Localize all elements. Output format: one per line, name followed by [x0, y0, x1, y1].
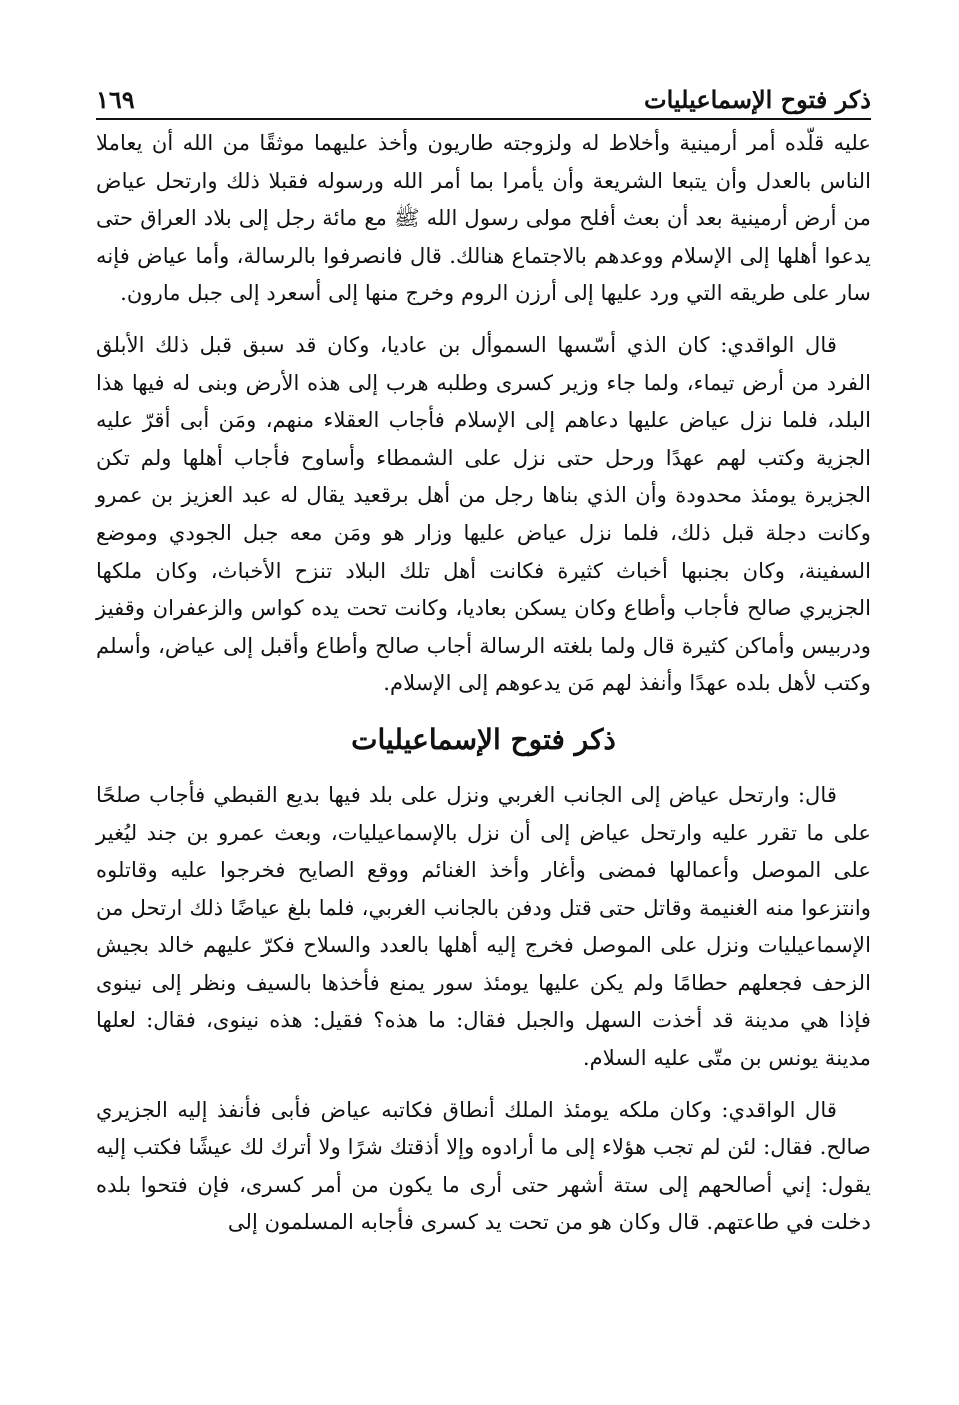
section-heading: ذكر فتوح الإسماعيليات	[351, 722, 616, 756]
paragraph: قال الواقدي: كان الذي أسّسها السموأل بن عاديا، وكان قد سبق قبل ذلك الأبلق الفرد من أرض تيماء، ولما جاء وزير كسرى وطلبه هرب إلى هذه الأرض وبنى له فيها هذا البلد، فلما نزل عياض عليها دعاهم إلى الإسلام فأجاب العقلاء منهم، ومَن أبى أقرّ عليه الجزية وكتب لهم عهدًا ورحل حتى نزل على الشمطاء وأساوح فأجاب أهلها ولم تكن الجزيرة يومئذ محدودة وأن الذي بناها رجل من أهل برقعيد يقال له عبد العزيز بن عمرو وكانت دجلة قبل ذلك، فلما نزل عياض عليها وزار هو ومَن معه جبل الجودي وموضع السفينة، وكان بجنبها أخباث كثيرة فكانت أهل تلك البلاد تنزح الأخباث، وكان ملكها الجزيري صالح فأجاب وأطاع وكان يسكن بعاديا، وكانت تحت يده كواس والزعفران وقفيز ودربيس وأماكن كثيرة قال ولما بلغته الرسالة أجاب صالح وأطاع وأقبل إلى عياض، وأسلم وكتب لأهل بلده عهدًا وأنفذ لهم مَن يدعوهم إلى الإسلام.	[96, 331, 871, 696]
paragraph: قال الواقدي: وكان ملكه يومئذ الملك أنطاق فكاتبه عياض فأبى فأنفذ إليه الجزيري صالح. فقال: لئن لم تجب هؤلاء إلى ما أرادوه وإلا أذقتك شرًا ولا أترك لك عيشًا فكتب إليه يقول: إني أصالحهم إلى ستة أشهر حتى أرى ما يكون من أمر كسرى، فإن فتحوا بلده دخلت في طاعتهم. قال وكان هو من تحت يد كسرى فأجابه المسلمون إلى	[96, 1096, 871, 1235]
page-body	[96, 124, 871, 1241]
paragraph: عليه قلّده أمر أرمينية وأخلاط له ولزوجته طاريون وأخذ عليهما موثقًا من الله أن يعاملا الناس بالعدل وأن يتبعا الشريعة وأن يأمرا بما أمر الله ورسوله فقبلا ذلك وارتحل عياض من أرض أرمينية بعد أن بعث أفلح مولى رسول الله ﷺ مع مائة رجل إلى بلاد العراق حتى يدعوا أهلها إلى الإسلام ووعدهم بالاجتماع هنالك. قال فانصرفوا بالرسالة، وأما عياض فإنه سار على طريقه التي ورد عليها إلى أرزن الروم وخرج منها إلى أسعرد إلى جبل مارون.	[96, 130, 871, 306]
running-header	[96, 74, 871, 120]
page-number: ١٦٩	[96, 85, 135, 114]
paragraph: قال: وارتحل عياض إلى الجانب الغربي ونزل على بلد فيها بديع القبطي فأجاب صلحًا على ما تقرر عليه وارتحل عياض إلى أن نزل بالإسماعيليات، وبعث عمرو بن جند ليُغير على الموصل وأعمالها فمضى وأغار وأخذ الغنائم ووقع الصايح فخرجوا عليه وقاتلوه وانتزعوا منه الغنيمة وقاتل حتى قتل ودفن بالجانب الغربي، فلما بلغ عياضًا ذلك ارتحل من الإسماعيليات ونزل على الموصل فخرج إليه أهلها بالعدد والسلاح فكرّ عليهم خالد بجيش الزحف فجعلهم حطامًا ولم يكن عليها يومئذ سور يمنع فأخذها بالسيف ونظر إلى نينوى فإذا هي مدينة قد أخذت السهل والجبل فقال: ما هذه؟ فقيل: هذه نينوى، فقال: لعلها مدينة يونس بن متّى عليه السلام.	[96, 781, 872, 1071]
running-title: ذكر فتوح الإسماعيليات	[644, 85, 871, 114]
paragraph-gap	[96, 312, 871, 326]
paragraph-gap	[96, 1077, 871, 1091]
